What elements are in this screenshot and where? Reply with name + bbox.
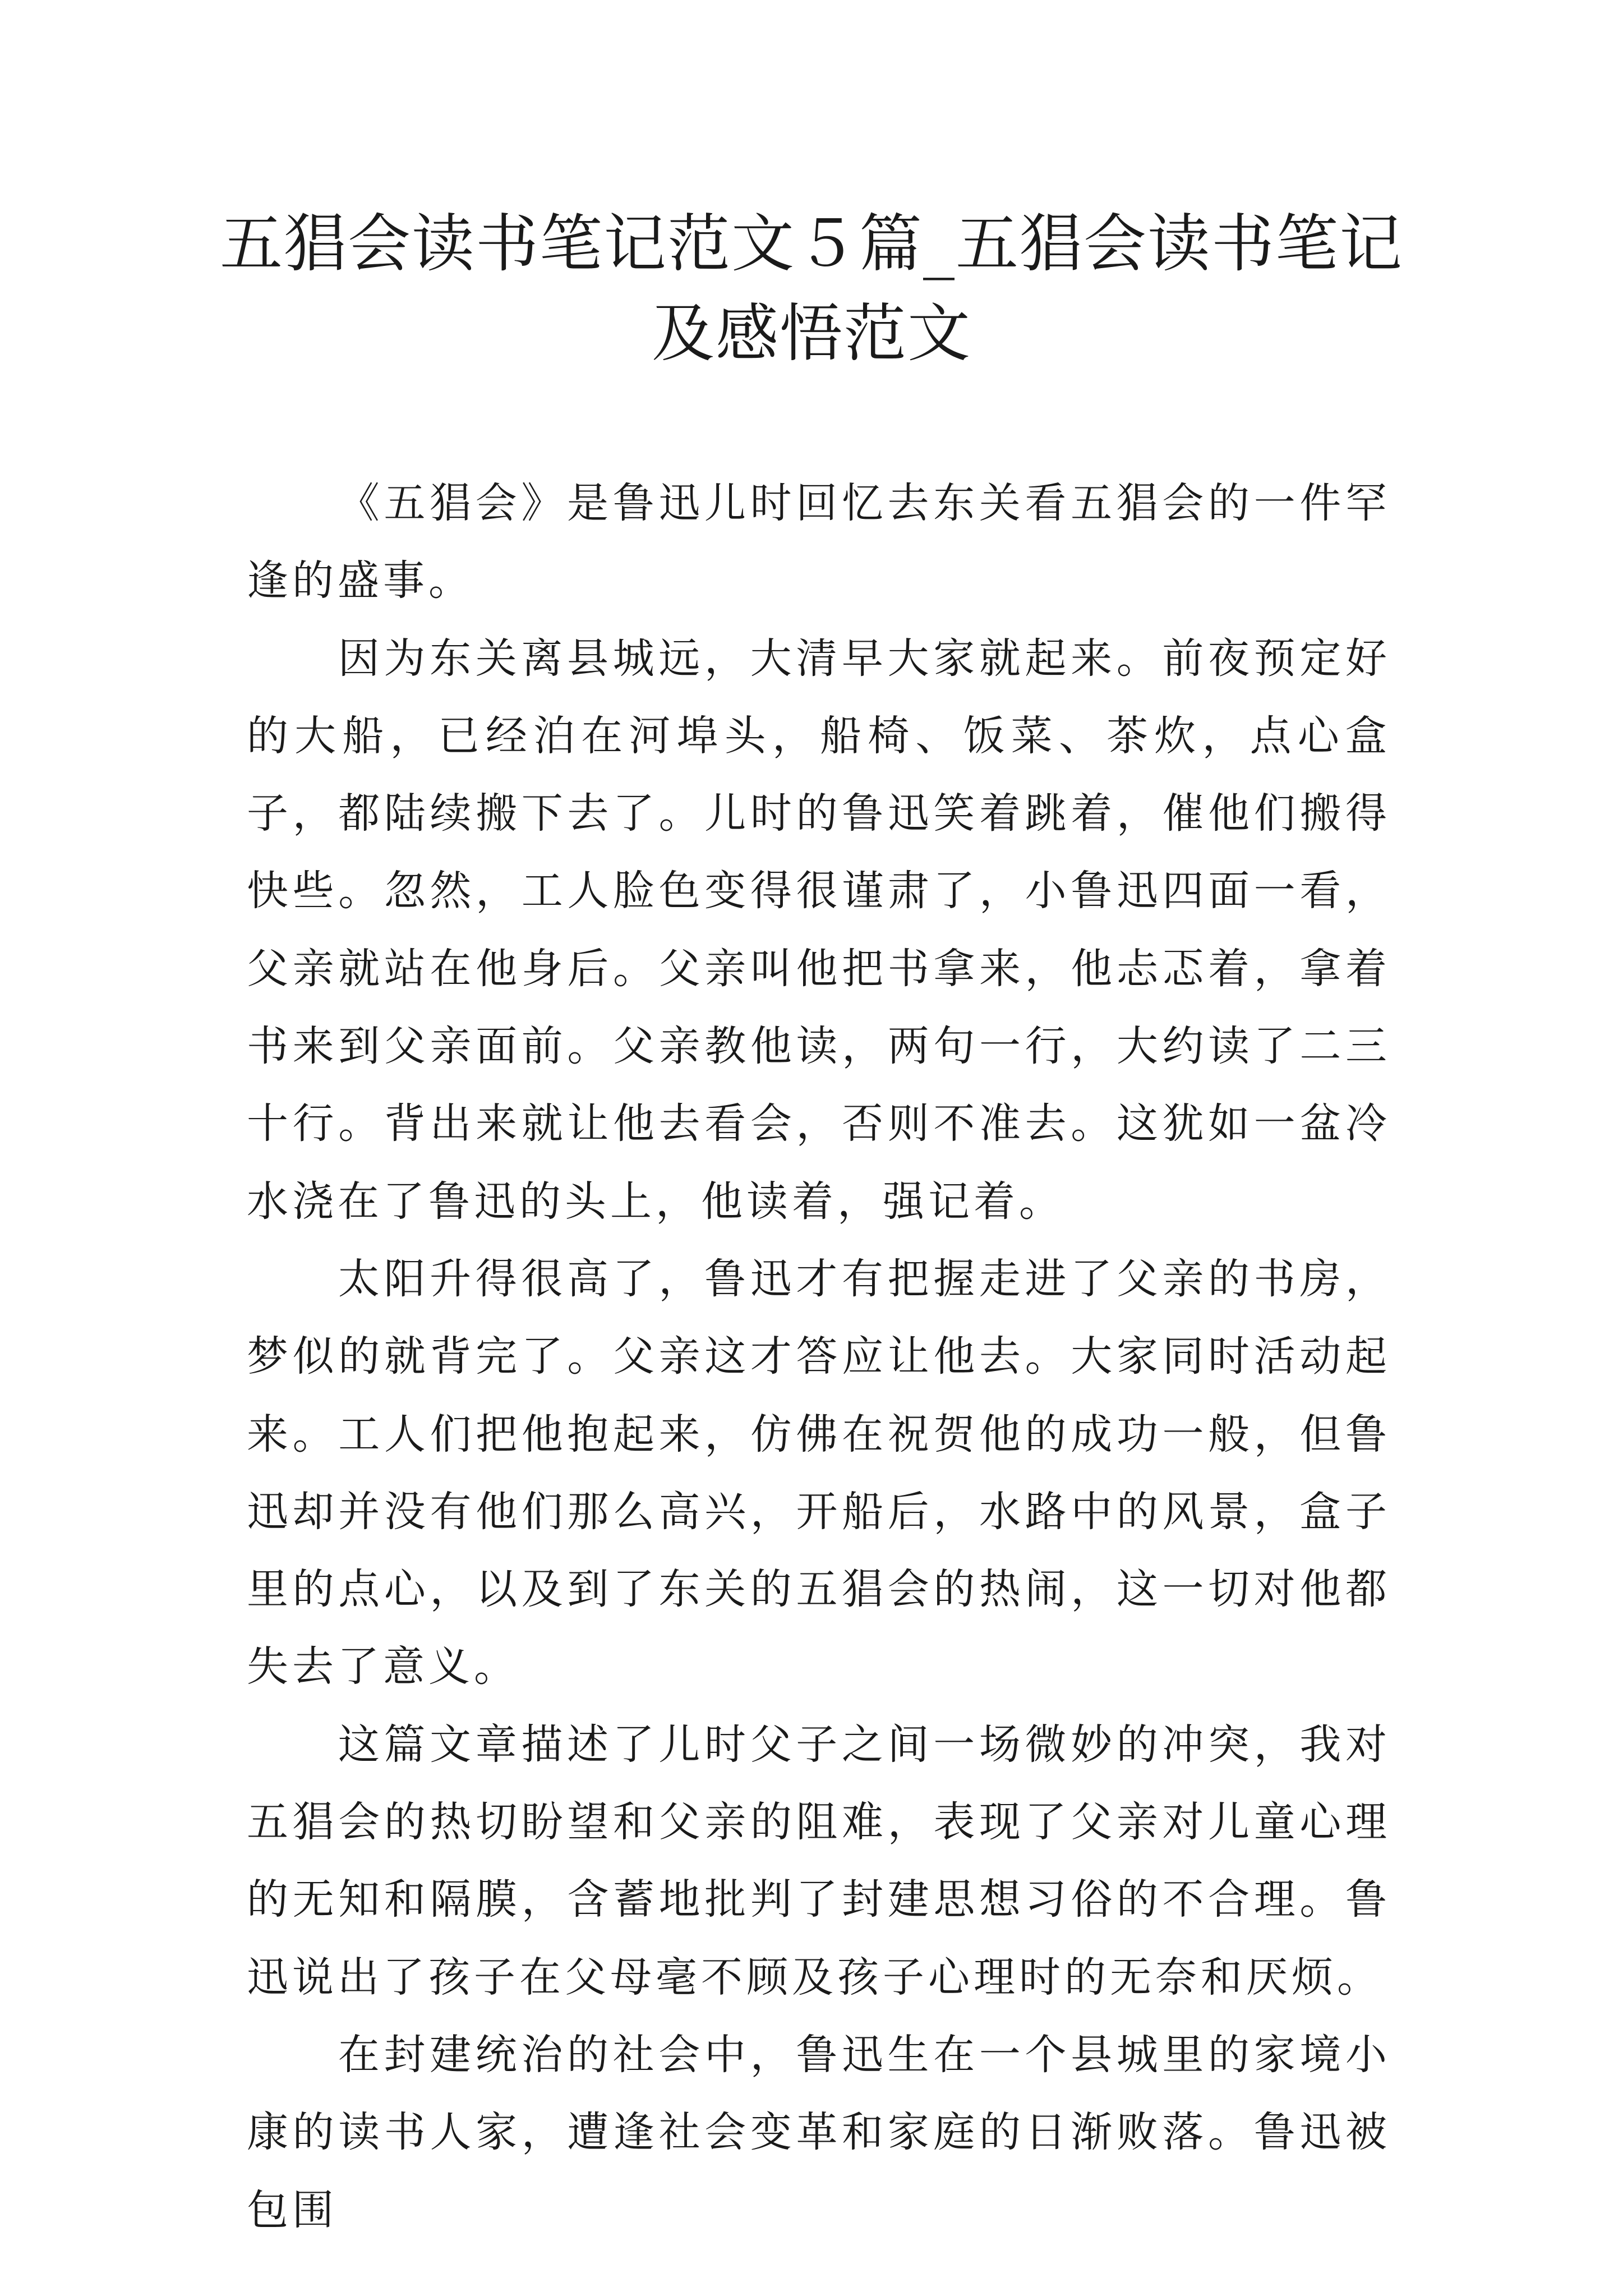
paragraph: 因为东关离县城远，大清早大家就起来。前夜预定好的大船，已经泊在河埠头，船椅、饭菜、茶炊，点心盒子，都陆续搬下去了。儿时的鲁迅笑着跳着，催他们搬得快些。忽然，工人脸色变得很谨肃了，小鲁迅四面一看，父亲就站在他身后。父亲叫他把书拿来，他忐忑着，拿着书来到父亲面前。父亲教他读，两句一行，大约读了二三十行。背出来就让他去看会，否则不准去。这犹如一盆冷水浇在了鲁迅的头上，他读着，强记着。 (247, 634, 1391, 1226)
paragraph: 这篇文章描述了儿时父子之间一场微妙的冲突，我对五猖会的热切盼望和父亲的阻难，表现了父亲对儿童心理的无知和隔膜，含蓄地批判了封建思想习俗的不合理。鲁迅说出了孩子在父母毫不顾及孩子心理时的无奈和厌烦。 (247, 1720, 1391, 2001)
paragraph: 太阳升得很高了，鲁迅才有把握走进了父亲的书房，梦似的就背完了。父亲这才答应让他去。大家同时活动起来。工人们把他抱起来，仿佛在祝贺他的成功一般，但鲁迅却并没有他们那么高兴，开船后，水路中的风景，盒子里的点心，以及到了东关的五猖会的热闹，这一切对他都失去了意义。 (247, 1254, 1391, 1691)
paragraph: 在封建统治的社会中，鲁迅生在一个县城里的家境小康的读书人家，遭逢社会变革和家庭的日渐败落。鲁迅被包围 (247, 2030, 1391, 2234)
document-title: 五猖会读书笔记范文５篇_五猖会读书笔记及感悟范文 (220, 208, 1403, 370)
document-body (247, 464, 1391, 2249)
paragraph: 《五猖会》是鲁迅儿时回忆去东关看五猖会的一件罕逢的盛事。 (247, 479, 1391, 605)
